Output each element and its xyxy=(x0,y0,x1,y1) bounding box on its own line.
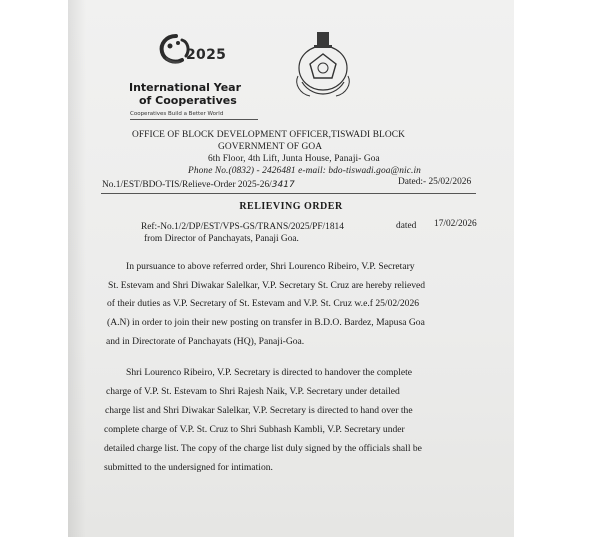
paragraph2-line: charge of V.P. St. Estevam to Shri Rajesh Naik, V.P. Secretary under detailed xyxy=(106,386,400,397)
logo-tagline: Cooperatives Build a Better World xyxy=(130,111,224,117)
office-address: 6th Floor, 4th Lift, Junta House, Panaji- Goa xyxy=(208,154,380,164)
logo-title-line2: of Cooperatives xyxy=(139,94,237,107)
logo-year: 2025 xyxy=(186,47,227,63)
order-number-handwritten: 3417 xyxy=(271,180,295,190)
document-page xyxy=(68,0,514,537)
logo-title-line1: International Year xyxy=(129,81,242,94)
paragraph2-line: Shri Lourenco Ribeiro, V.P. Secretary is directed to handover the complete xyxy=(126,367,413,378)
order-date: Dated:- 25/02/2026 xyxy=(398,177,472,187)
order-number xyxy=(102,180,295,190)
paragraph1-line: and in Directorate of Panchayats (HQ), Panaji-Goa. xyxy=(106,336,305,347)
government-emblem-icon xyxy=(288,24,358,104)
reference-dated-value: 17/02/2026 xyxy=(434,219,477,229)
reference-dated-label: dated xyxy=(396,221,417,231)
logo-underline xyxy=(130,119,258,120)
office-contact: Phone No.(0832) - 2426481 e-mail: bdo-tiswadi.goa@nic.in xyxy=(188,166,421,176)
paragraph1-line: In pursuance to above referred order, Shri Lourenco Ribeiro, V.P. Secretary xyxy=(126,261,415,272)
paragraph2-line: submitted to the undersigned for intimation. xyxy=(104,462,273,473)
reference-line1: Ref:-No.1/2/DP/EST/VPS-GS/TRANS/2025/PF/1814 xyxy=(141,222,344,232)
paragraph1-line: (A.N) in order to join their new posting on transfer in B.D.O. Bardez, Mapusa Goa xyxy=(107,317,425,328)
paragraph2-line: charge list and Shri Diwakar Salelkar, V.P. Secretary is directed to hand over the xyxy=(105,405,413,416)
paragraph1-line: of their duties as V.P. Secretary of St. Estevam and V.P. St. Cruz w.e.f 25/02/2026 xyxy=(107,298,420,309)
paragraph2-line: detailed charge list. The copy of the charge list duly signed by the officials shall be xyxy=(104,443,422,454)
reference-line2: from Director of Panchayats, Panaji Goa. xyxy=(144,234,299,244)
paragraph2-line: complete charge of V.P. St. Cruz to Shri Subhash Kambli, V.P. Secretary under xyxy=(104,424,405,435)
government-name: GOVERNMENT OF GOA xyxy=(218,142,323,152)
header-divider xyxy=(101,193,476,194)
order-number-prefix: No.1/EST/BDO-TIS/Relieve-Order 2025-26/ xyxy=(102,180,272,190)
office-name: OFFICE OF BLOCK DEVELOPMENT OFFICER,TISWADI BLOCK xyxy=(132,130,405,140)
paragraph1-line: St. Estevam and Shri Diwakar Salelkar, V.P. Secretary St. Cruz are hereby relieved xyxy=(108,280,426,291)
document-title: RELIEVING ORDER xyxy=(239,201,343,212)
